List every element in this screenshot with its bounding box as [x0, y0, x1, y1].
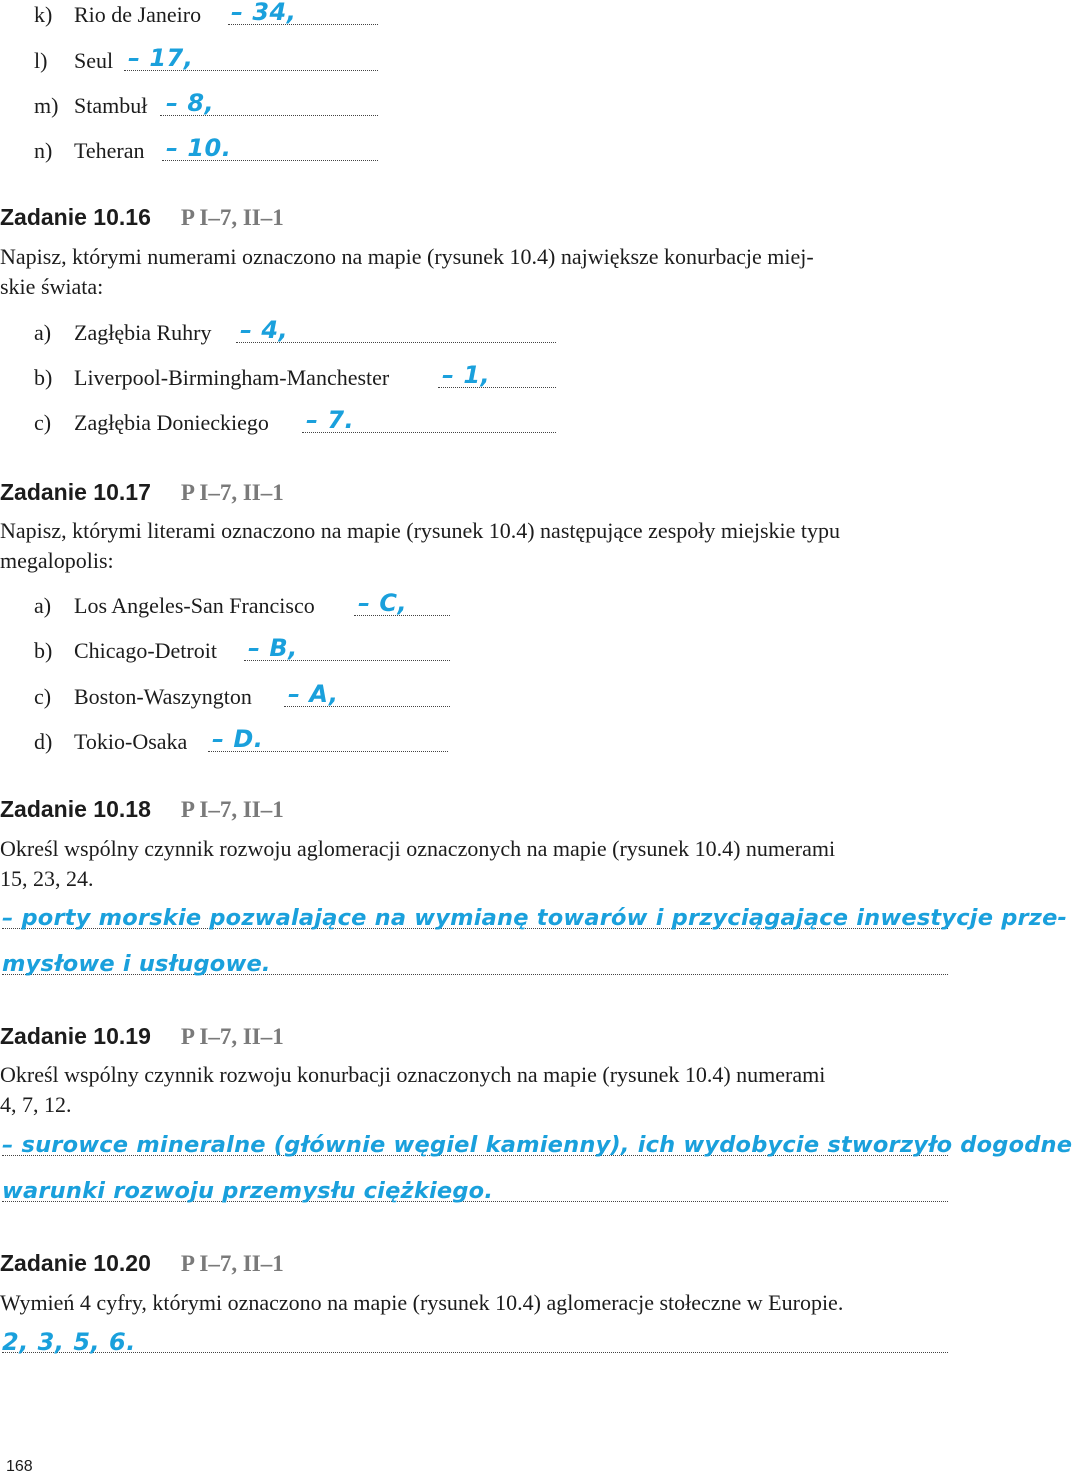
- task-prompt: Określ wspólny czynnik rozwoju aglomeracji oznaczonych na mapie (rysunek 10.4) numerami: [0, 836, 836, 861]
- task-prompt: 15, 23, 24.: [0, 866, 94, 891]
- task-prompt: Napisz, którymi literami oznaczono na mapie (rysunek 10.4) następujące zespoły miejskie typu: [0, 518, 841, 543]
- task-heading: Zadanie 10.19 P I–7, II–1: [0, 1023, 284, 1049]
- task-heading: Zadanie 10.17 P I–7, II–1: [0, 479, 284, 505]
- list-item: n) Teheran: [34, 138, 145, 163]
- task-prompt: megalopolis:: [0, 548, 114, 573]
- handwritten-answer: mysłowe i usługowe.: [2, 951, 271, 977]
- handwritten-answer: – D.: [212, 725, 264, 753]
- handwritten-answer: – B,: [248, 634, 298, 662]
- handwritten-answer: warunki rozwoju przemysłu ciężkiego.: [2, 1178, 494, 1204]
- list-item: d) Tokio-Osaka: [34, 729, 188, 754]
- handwritten-answer: – C,: [358, 589, 408, 617]
- task-heading: Zadanie 10.16 P I–7, II–1: [0, 204, 284, 230]
- handwritten-answer: – 1,: [442, 361, 491, 389]
- handwritten-answer: – 17,: [128, 44, 194, 72]
- handwritten-answer: – 34,: [231, 0, 297, 26]
- list-item: b) Liverpool-Birmingham-Manchester: [34, 365, 390, 390]
- handwritten-answer: – 10.: [166, 134, 232, 162]
- list-item: m) Stambuł: [34, 93, 148, 118]
- task-prompt: Wymień 4 cyfry, którymi oznaczono na mapie (rysunek 10.4) aglomeracje stołeczne w Europie.: [0, 1290, 844, 1315]
- list-item: a) Zagłębia Ruhry: [34, 320, 212, 345]
- task-prompt: 4, 7, 12.: [0, 1092, 72, 1117]
- list-item: c) Boston-Waszyngton: [34, 684, 252, 709]
- handwritten-answer: – porty morskie pozwalające na wymianę towarów i przyciągające inwestycje prze-: [2, 905, 1068, 931]
- task-prompt: skie świata:: [0, 274, 104, 299]
- handwritten-answer: – 8,: [166, 89, 215, 117]
- list-item: b) Chicago-Detroit: [34, 638, 217, 663]
- handwritten-answer: – 4,: [240, 316, 289, 344]
- task-prompt: Napisz, którymi numerami oznaczono na mapie (rysunek 10.4) największe konurbacje miej-: [0, 244, 814, 269]
- page-number: 168: [6, 1458, 33, 1475]
- handwritten-answer: – 7.: [306, 406, 355, 434]
- list-item: l) Seul: [34, 48, 114, 73]
- handwritten-answer: 2, 3, 5, 6.: [2, 1328, 136, 1356]
- list-item: c) Zagłębia Donieckiego: [34, 410, 269, 435]
- task-prompt: Określ wspólny czynnik rozwoju konurbacji oznaczonych na mapie (rysunek 10.4) numerami: [0, 1062, 826, 1087]
- list-item: k) Rio de Janeiro: [34, 2, 202, 27]
- task-heading: Zadanie 10.18 P I–7, II–1: [0, 796, 284, 822]
- handwritten-answer: – surowce mineralne (głównie węgiel kamienny), ich wydobycie stworzyło dogodne: [2, 1132, 1072, 1158]
- task-heading: Zadanie 10.20 P I–7, II–1: [0, 1250, 284, 1276]
- answer-line[interactable]: [2, 1352, 948, 1353]
- list-item: a) Los Angeles-San Francisco: [34, 593, 315, 618]
- handwritten-answer: – A,: [288, 680, 339, 708]
